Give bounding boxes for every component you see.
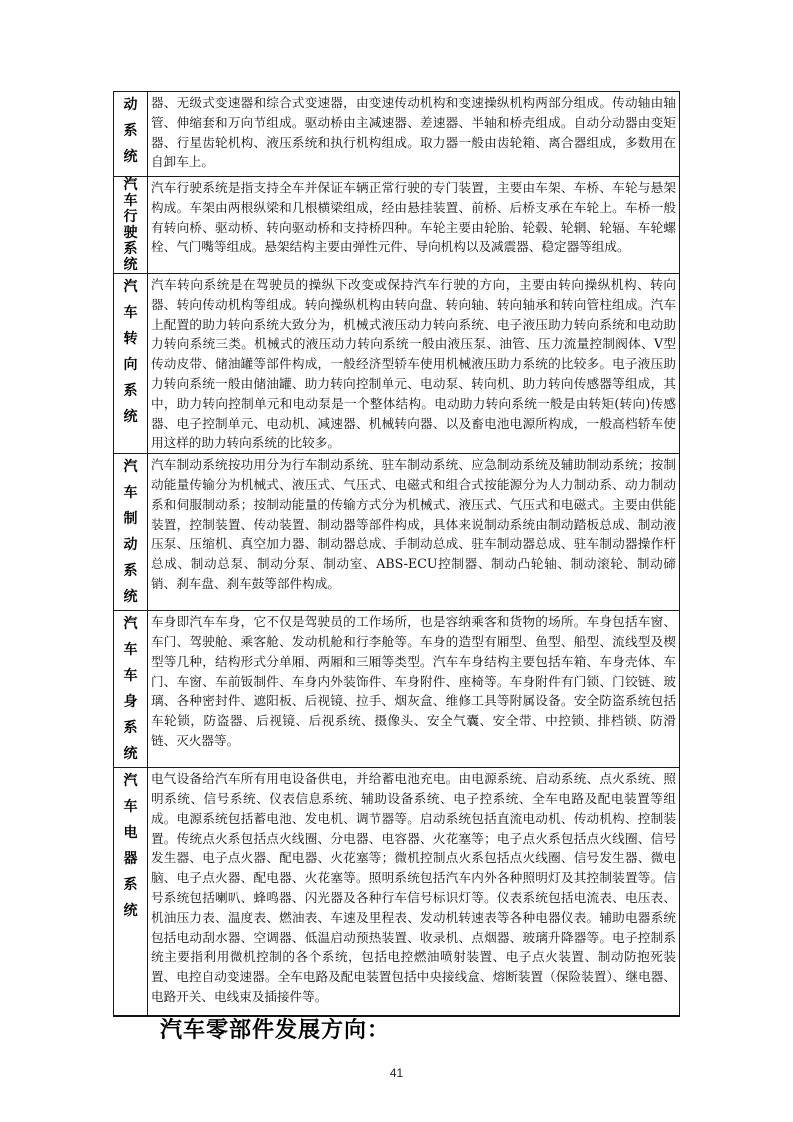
table-row: [114, 768, 680, 1016]
system-description: 电气设备给汽车所有用电设备供电，并给蓄电池充电。由电源系统、启动系统、点火系统、照明系统、信号系统、仪表信息系统、辅助设备系统、电子控系统、全车电路及配电装置等组成。电源系统包括蓄电池、发电机、调节器等。启动系统包括直流电动机、传动机构、控制装置。传统点火系包括点火线圈、分电器、电容器、火花塞等；电子点火系包括点火线圈、信号发生器、电子点火器、配电器、火花塞等；微机控制点火系包括点火线圈、信号发生器、微电脑、电子点火器、配电器、火花塞等。照明系统包括汽车内外各种照明灯及其控制装置等。信号系统包括喇叭、蜂鸣器、闪光器及各种行车信号标识灯等。仪表系统包括电流表、电压表、机油压力表、温度表、燃油表、车速及里程表、发动机转速表等各种电器仪表。辅助电器系统包括电动刮水器、空调器、低温启动预热装置、收录机、点烟器、玻璃升降器等。电子控制系统主要指利用微机控制的各个系统，包括电控燃油喷射装置、电子点火装置、制动防抱死装置、电控自动变速器。全车电路及配电装置包括中央接线盒、熔断装置（保险装置）、继电器、电路开关、电线束及插接件等。: [148, 768, 680, 1016]
system-name-cell: 汽 车 车 身 系 统: [114, 611, 148, 768]
system-description: 汽车行驶系统是指支持全车并保证车辆正常行驶的专门装置，主要由车架、车桥、车轮与悬架构成。车架由两根纵梁和几根横梁组成，经由悬挂装置、前桥、后桥支承在车轮上。车桥一般有转向桥、驱动桥、转向驱动桥和支持桥四种。车轮主要由轮胎、轮毂、轮辋、轮辐、车轮螺栓、气门嘴等组成。悬架结构主要由弹性元件、导向机构以及减震器、稳定器等组成。: [148, 177, 680, 274]
system-description: 车身即汽车车身，它不仅是驾驶员的工作场所，也是容纳乘客和货物的场所。车身包括车窗、车门、驾驶舱、乘客舱、发动机舱和行李舱等。车身的造型有厢型、鱼型、船型、流线型及楔型等几种，结构形式分单厢、两厢和三厢等类型。汽车车身结构主要包括车箱、车身壳体、车门、车窗、车前钣制件、车身内外装饰件、车身附件、座椅等。车身附件有门锁、门铰链、玻璃、各种密封件、遮阳板、后视镜、拉手、烟灰盒、维修工具等附属设备。安全防盗系统包括车轮锁，防盗器、后视镜、后视系统、摄像头、安全气囊、安全带、中控锁、排档锁、防滑链、灭火器等。: [148, 611, 680, 768]
system-name-cell: 汽 车 制 动 系 统: [114, 454, 148, 611]
system-name-cell: 汽 车 电 器 系 统: [114, 768, 148, 1016]
automotive-systems-table: [113, 91, 680, 1017]
section-heading: 汽车零部件发展方向：: [160, 1018, 391, 1043]
system-description: 汽车制动系统按功用分为行车制动系统、驻车制动系统、应急制动系统及辅助制动系统；按制动能量传输分为机械式、液压式、气压式、电磁式和组合式按能源分为人力制动系、动力制动系和伺服制动系；按制动能量的传输方式分为机械式、液压式、气压式和电磁式。主要由供能装置，控制装置、传动装置、制动器等部件构成，具体来说制动系统由制动踏板总成、制动液压泵、压缩机、真空加力器、制动器总成、手制动总成、驻车制动器总成、驻车制动器操作杆总成、制动总泵、制动分泵、制动室、ABS-ECU控制器、制动凸轮轴、制动滚轮、制动碲销、刹车盘、刹车鼓等部件构成。: [148, 454, 680, 611]
table-row: [114, 454, 680, 611]
page-number: 41: [389, 1066, 404, 1080]
table-row: [114, 274, 680, 454]
system-name-cell: 动 系 统: [114, 92, 148, 177]
table-row: [114, 92, 680, 177]
system-description: 汽车转向系统是在驾驶员的操纵下改变或保持汽车行驶的方向，主要由转向操纵机构、转向器、转向传动机构等组成。转向操纵机构由转向盘、转向轴、转向轴承和转向管柱组成。汽车上配置的助力转向系统大致分为，机械式液压动力转向系统、电子液压助力转向系统和电动助力转向系统三类。机械式的液压动力转向系统一般由液压泵、油管、压力流量控制阀体、V型传动皮带、储油罐等部件构成，一般经济型轿车使用机械液压助力系统的比较多。电子液压助力转向系统一般由储油罐、助力转向控制单元、电动泵、转向机、助力转向传感器等组成，其中，助力转向控制单元和电动泵是一个整体结构。电动助力转向系统一般是由转矩(转向)传感器、电子控制单元、电动机、减速器、机械转向器、以及畜电池电源所构成，一般高档轿车使用这样的助力转向系统的比较多。: [148, 274, 680, 454]
system-description: 器、无级式变速器和综合式变速器，由变速传动机构和变速操纵机构两部分组成。传动轴由轴管、伸缩套和万向节组成。驱动桥由主减速器、差速器、半轴和桥壳组成。自动分动器由变矩器、行星齿轮机构、液压系统和执行机构组成。取力器一般由齿轮箱、离合器组成，多数用在自卸车上。: [148, 92, 680, 177]
system-name-cell: 汽 车 行 驶 系 统: [114, 177, 148, 274]
table-row: [114, 611, 680, 768]
table-row: [114, 177, 680, 274]
system-name-cell: 汽 车 转 向 系 统: [114, 274, 148, 454]
